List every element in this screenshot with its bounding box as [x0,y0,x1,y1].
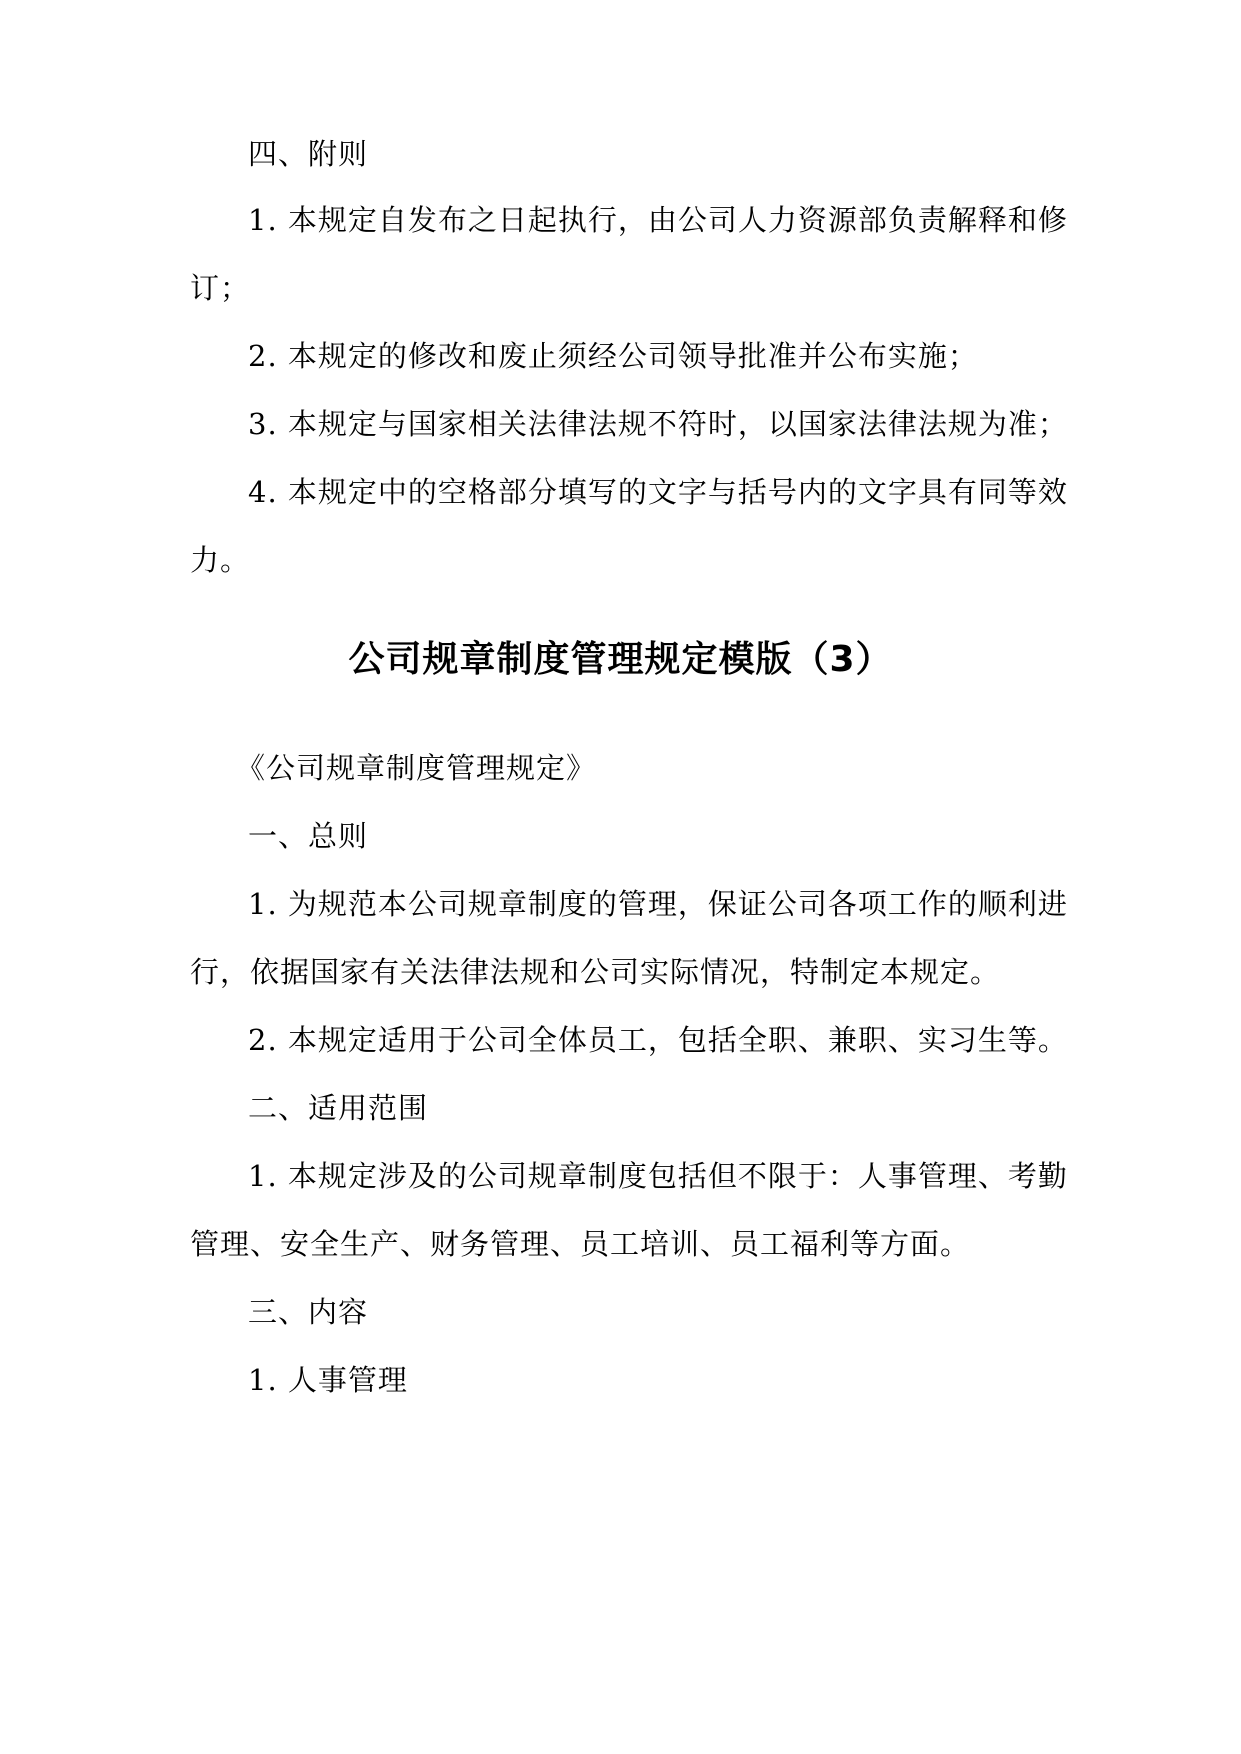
scope-item-1-line-1: 1. 本规定涉及的公司规章制度包括但不限于：人事管理、考勤 [248,1159,1068,1193]
appendix-item-4-line-2: 力。 [190,543,251,577]
appendix-item-2: 2. 本规定的修改和废止须经公司领导批准并公布实施； [248,339,978,373]
section-heading-appendix: 四、附则 [248,137,369,171]
general-item-2: 2. 本规定适用于公司全体员工，包括全职、兼职、实习生等。 [248,1023,1068,1057]
appendix-item-3: 3. 本规定与国家相关法律法规不符时，以国家法律法规为准； [248,407,1068,441]
appendix-item-1-line-2: 订； [190,271,251,305]
general-item-1-line-1: 1. 为规范本公司规章制度的管理，保证公司各项工作的顺利进 [248,887,1068,921]
regulation-name: 《公司规章制度管理规定》 [236,751,597,785]
content-item-1: 1. 人事管理 [248,1363,408,1397]
appendix-item-1-line-1: 1. 本规定自发布之日起执行，由公司人力资源部负责解释和修 [248,203,1068,237]
document-title: 公司规章制度管理规定模版（3） [348,639,893,680]
section-heading-scope: 二、适用范围 [248,1091,429,1125]
section-heading-content: 三、内容 [248,1295,369,1329]
general-item-1-line-2: 行，依据国家有关法律法规和公司实际情况，特制定本规定。 [190,955,1001,989]
scope-item-1-line-2: 管理、安全生产、财务管理、员工培训、员工福利等方面。 [190,1227,971,1261]
appendix-item-4-line-1: 4. 本规定中的空格部分填写的文字与括号内的文字具有同等效 [248,475,1068,509]
section-heading-general: 一、总则 [248,819,369,853]
